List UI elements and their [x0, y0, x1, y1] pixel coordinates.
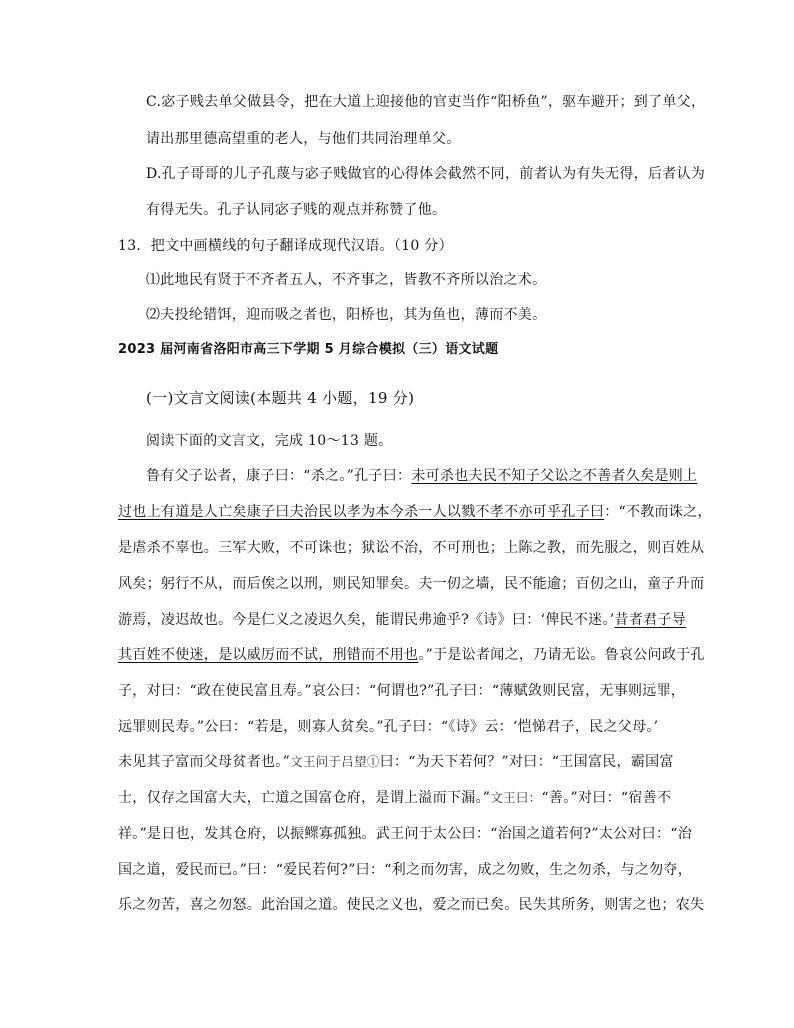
- passage-text: 曰：“为天下若何？”对曰：“王国富民，霸国富: [379, 754, 674, 770]
- passage-line: 是虐杀不辜也。三军大败，不可诛也；狱讼不治，不可刑也；上陈之教，而先服之，则百姓从: [118, 540, 705, 556]
- passage-line: 国之道，爱民而已。”曰：“爱民若何?”曰：“利之而勿害，成之勿败，生之勿杀，与之勿夺，: [118, 862, 693, 878]
- question-13-item-1: ⑴此地民有贤于不齐者五人，不齐事之，皆教不齐所以治之术。: [146, 272, 547, 288]
- passage-text: 鲁有父子讼者，康子曰：“杀之。”孔子曰：: [146, 468, 412, 484]
- exam-title: 2023 届河南省洛阳市高三下学期 5 月综合模拟（三）语文试题: [118, 342, 499, 357]
- underlined-sentence: 未可杀也夫民不知子父讼之不善者久矣是则上: [411, 468, 698, 484]
- passage-text: 士，仅存之国富大夫，亡道之国富仓府，是谓上溢而下漏。”: [118, 790, 491, 806]
- underlined-sentence: 昔者君子导: [614, 612, 687, 628]
- passage-text-small: 文王问于吕望①: [290, 754, 380, 769]
- passage-line: [118, 753, 674, 771]
- passage-line: 子，对曰：“政在使民富且寿。”哀公曰：“何谓也?”孔子曰：“薄赋敛则民富，无事则远罪，: [118, 683, 686, 699]
- underlined-sentence: 其百姓不使迷，是以威厉而不试，刑错而不用也: [118, 647, 419, 663]
- passage-text: ：“不教而诛之，: [604, 504, 712, 520]
- passage-line: [146, 467, 697, 485]
- option-d-line-2: 有得无失。孔子认同宓子贱的观点并称赞了他。: [146, 202, 447, 218]
- option-c-line-2: 请出那里德高望重的老人，与他们共同治理单父。: [146, 131, 461, 147]
- question-13-item-2: ⑵夫投纶错饵，迎而吸之者也，阳桥也，其为鱼也，薄而不美。: [146, 307, 547, 323]
- passage-line: 远罪则民寿。”公曰：“若是，则寡人贫矣。”孔子曰：“《诗》云：‘恺悌君子，民之父母。’: [118, 719, 659, 735]
- question-13: 13．把文中画横线的句子翻译成现代汉语。（10 分）: [118, 238, 453, 254]
- passage-line: 祥。”是日也，发其仓府，以振鳏寡孤独。武王问于太公曰：“治国之道若何?”太公对曰：“治: [118, 826, 693, 842]
- instruction: 阅读下面的文言文，完成 10～13 题。: [146, 433, 393, 449]
- passage-text: 。”于是讼者闻之，乃请无讼。鲁哀公问政于孔: [418, 647, 705, 663]
- option-d-line-1: D.孔子哥哥的儿子孔蔑与宓子贱做官的心得体会截然不同，前者认为有失无得，后者认为: [146, 166, 706, 182]
- passage-line: [118, 646, 705, 664]
- passage-line: 风矣；躬行不从，而后俟之以刑，则民知罪矣。夫一仞之墙，民不能逾；百仞之山，童子升而: [118, 576, 705, 592]
- passage-line: 乐之勿苦，喜之勿怒。此治国之道。使民之义也，爱之而已矣。民失其所务，则害之也；农失: [118, 897, 705, 913]
- option-c-line-1: C.宓子贱去单父做县令，把在大道上迎接他的官吏当作“阳桥鱼”，驱车避开；到了单父，: [146, 94, 706, 110]
- passage-line: [118, 611, 686, 629]
- section-heading: (一)文言文阅读(本题共 4 小题，19 分): [146, 389, 415, 407]
- passage-text: “善。”对曰：“宿善不: [541, 790, 672, 806]
- passage-line: [118, 503, 712, 521]
- underlined-sentence: 过也上有道是人亡矣康子曰夫治民以孝为本今杀一人以戮不孝不亦可乎孔子曰: [118, 504, 605, 520]
- passage-line: [118, 789, 671, 807]
- passage-text: 游焉，凌迟故也。今是仁义之凌迟久矣，能谓民弗逾乎?《诗》曰：‘俾民不迷。’: [118, 612, 615, 628]
- passage-text-small: 文王曰：: [490, 790, 542, 805]
- passage-text: 未见其子富而父母贫者也。”: [118, 754, 291, 770]
